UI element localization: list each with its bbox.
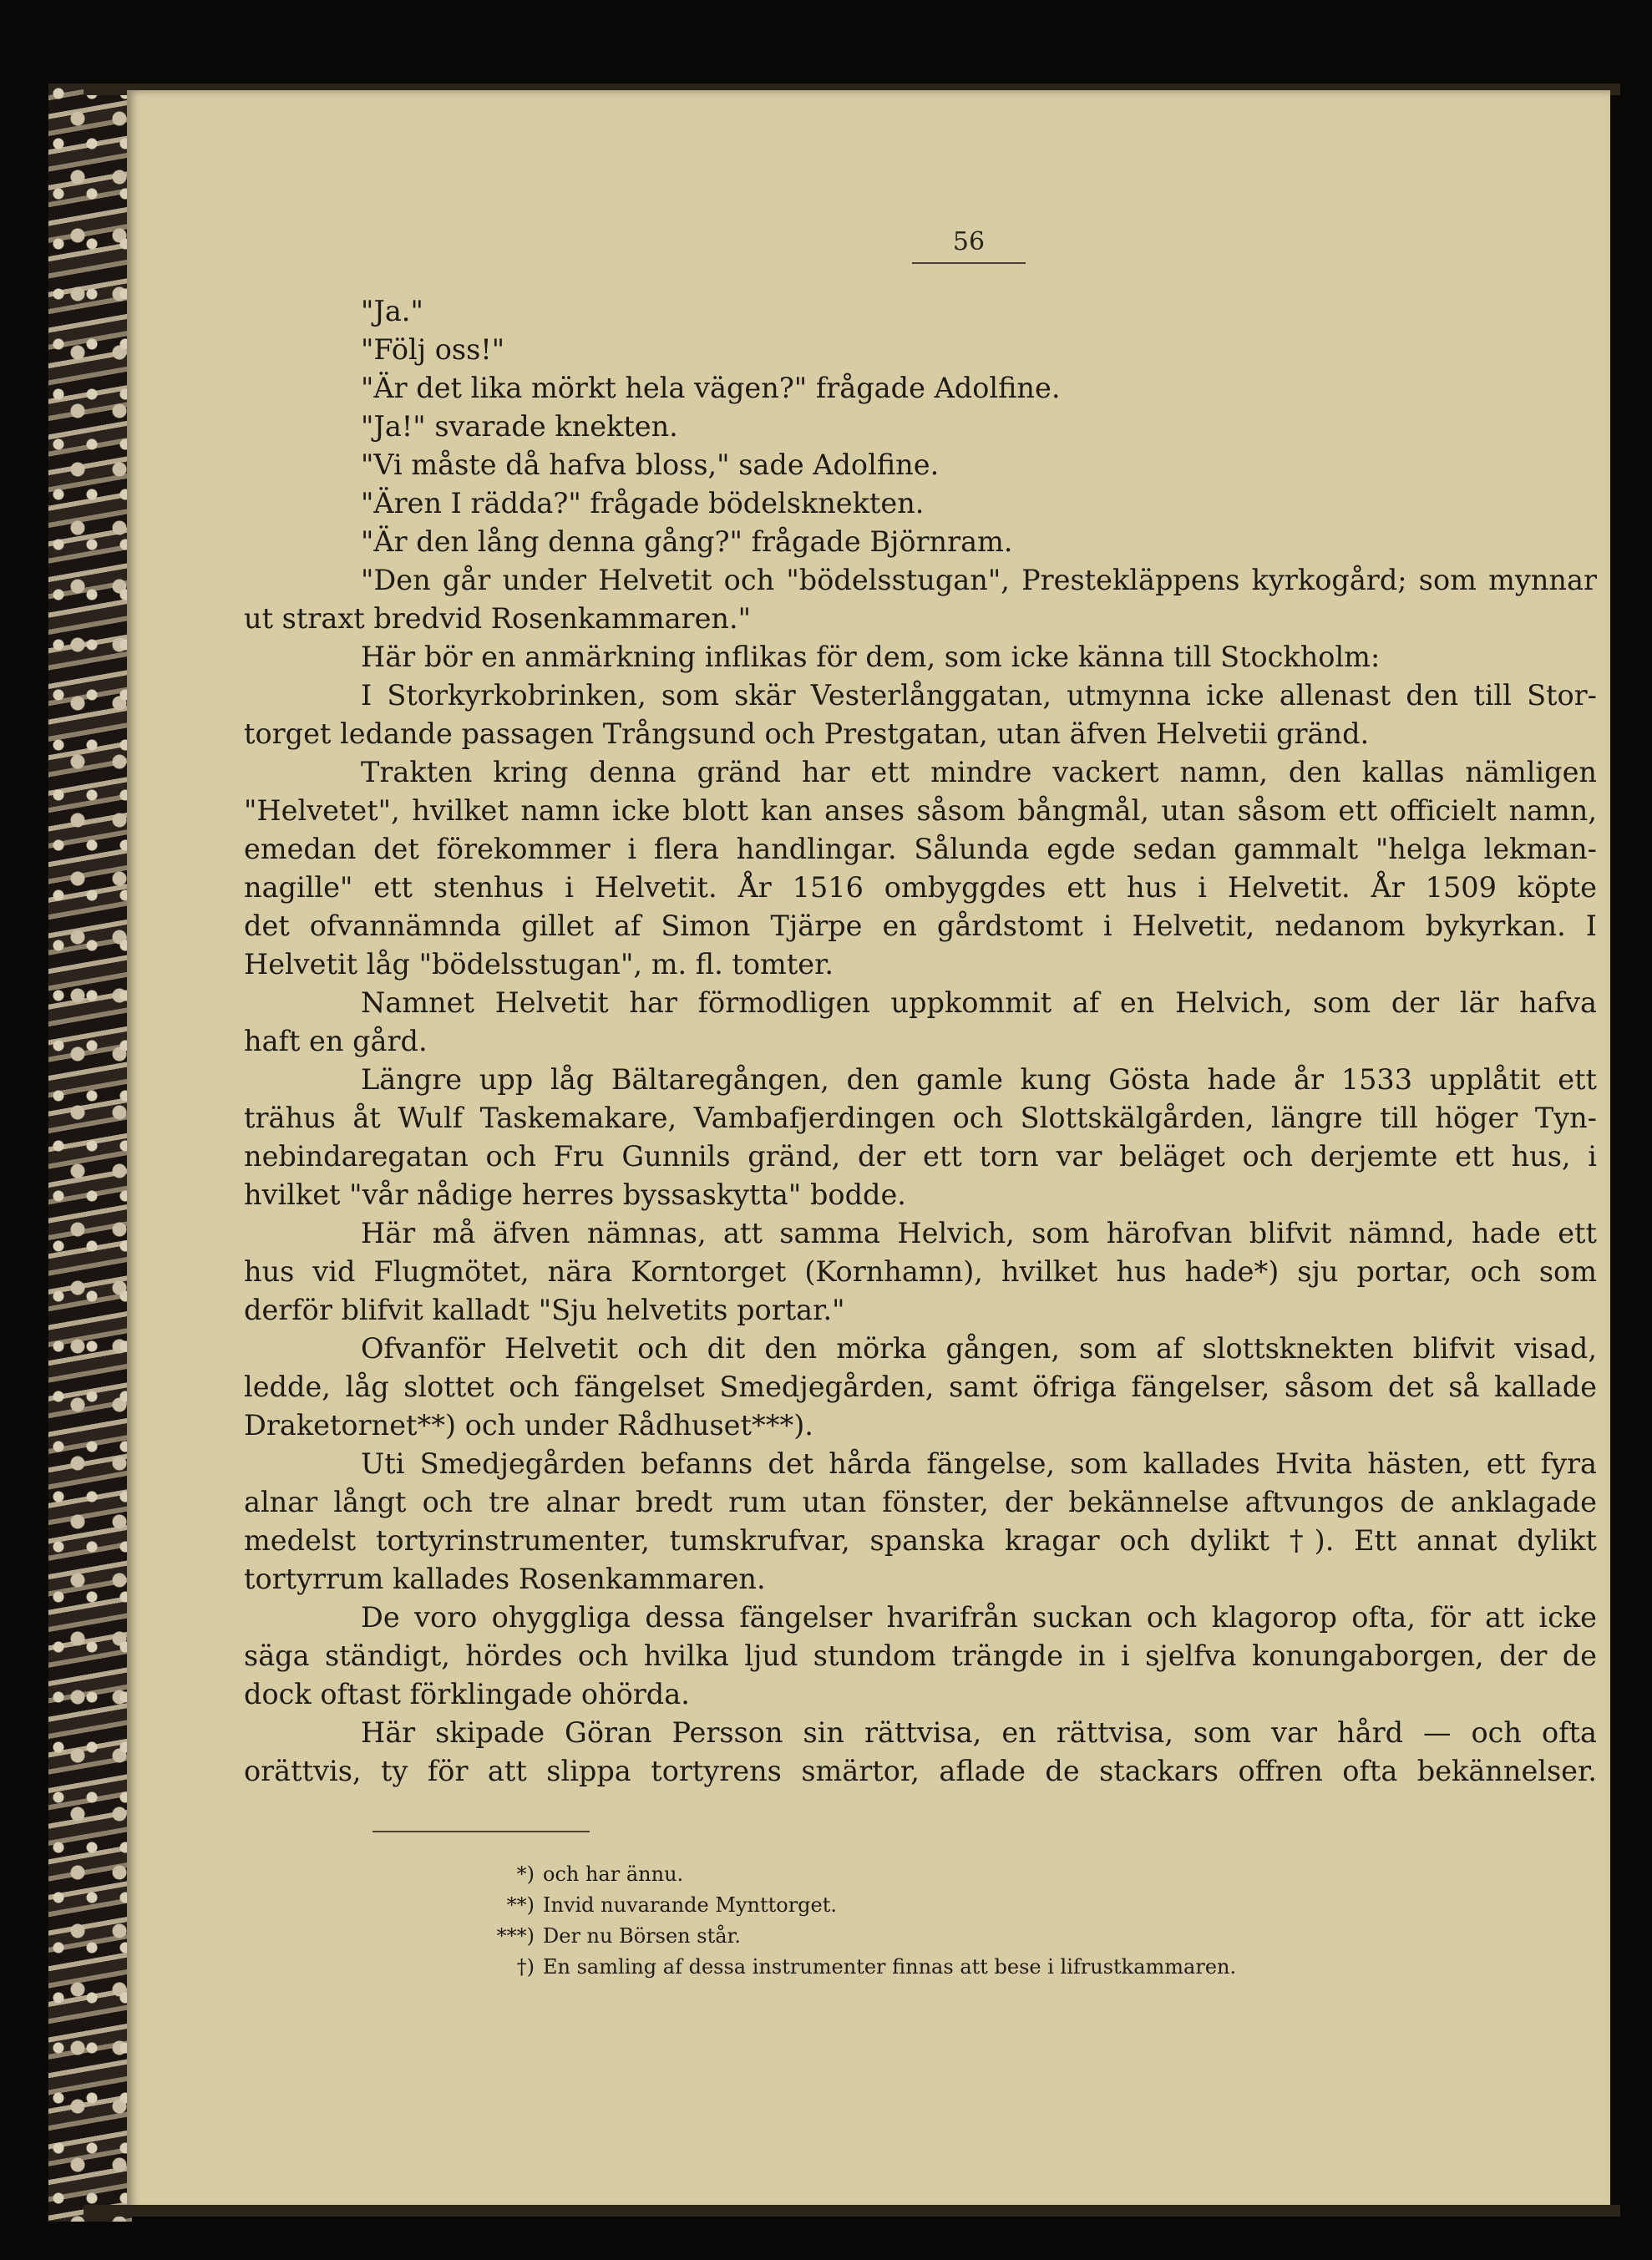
footnote	[468, 1952, 1386, 1983]
footnote-mark: ***)	[496, 1924, 535, 1948]
book-binding-edge	[48, 84, 132, 2222]
text-line: "Den går under Helvetit och "bödelsstugan", Prestekläppens kyrkogård; som mynnar	[361, 564, 1597, 596]
text-line: De voro ohyggliga dessa fängelser hvarifrån suckan och klagorop ofta, för att icke	[361, 1601, 1597, 1634]
page-bottom-edge	[84, 2205, 1620, 2217]
text-line: säga ständigt, hördes och hvilka ljud stundom trängde in i sjelfva konungaborgen, der de	[244, 1639, 1597, 1672]
text-line: "Vi måste då hafva bloss," sade Adolfine.	[361, 448, 940, 481]
footnote-mark: †)	[516, 1955, 535, 1979]
page-number: 56	[952, 227, 986, 256]
text-line: Helvetit låg "bödelsstugan", m. fl. tomter.	[244, 948, 834, 981]
text-line: hvilket "vår nådige herres byssaskytta" bodde.	[244, 1178, 906, 1211]
text-line: Längre upp låg Bältaregången, den gamle kung Gösta hade år 1533 upplåtit ett	[361, 1063, 1597, 1096]
body-text	[244, 292, 1597, 1791]
footnotes	[468, 1859, 1386, 1983]
text-line: dock oftast förklingade ohörda.	[244, 1678, 690, 1710]
text-line: Här skipade Göran Persson sin rättvisa, en rättvisa, som var hård — och ofta	[361, 1716, 1597, 1749]
text-line: ut straxt bredvid Rosenkammaren."	[244, 602, 752, 635]
text-line: Draketornet**) och under Rådhuset***).	[244, 1409, 813, 1442]
footnote-text: och har ännu.	[543, 1862, 684, 1886]
text-line: tortyrrum kallades Rosenkammaren.	[244, 1563, 766, 1595]
footnote-mark: **)	[506, 1893, 535, 1917]
footnote	[468, 1921, 1386, 1952]
text-line: derför blifvit kalladt "Sju helvetits portar."	[244, 1294, 845, 1326]
text-line: nagille" ett stenhus i Helvetit. År 1516 ombyggdes ett hus i Helvetit. År 1509 köpte	[244, 871, 1597, 904]
text-line: medelst tortyrinstrumenter, tumskrufvar, spanska kragar och dylikt †). Ett annat dylikt	[244, 1524, 1597, 1557]
text-line: Här må äfven nämnas, att samma Helvich, som härofvan blifvit nämnd, hade ett	[361, 1217, 1597, 1249]
text-line: ledde, låg slottet och fängelset Smedjegården, samt öfriga fängelser, såsom det så kallade	[244, 1371, 1597, 1403]
footnote-mark: *)	[516, 1862, 535, 1886]
text-line: Trakten kring denna gränd har ett mindre vackert namn, den kallas nämligen	[361, 756, 1597, 788]
text-line: Namnet Helvetit har förmodligen uppkommit af en Helvich, som der lär hafva	[361, 986, 1597, 1019]
footnote	[468, 1859, 1386, 1890]
page-number-rule	[912, 262, 1026, 264]
footnote	[468, 1890, 1386, 1921]
text-line: "Ja."	[361, 295, 423, 327]
text-line: alnar långt och tre alnar bredt rum utan fönster, der bekännelse aftvungos de anklagade	[244, 1486, 1597, 1518]
text-line: Här bör en anmärkning inflikas för dem, som icke känna till Stockholm:	[361, 641, 1381, 673]
text-line: Ofvanför Helvetit och dit den mörka gången, som af slottsknekten blifvit visad,	[361, 1332, 1597, 1365]
text-line: torget ledande passagen Trångsund och Prestgatan, utan äfven Helvetii gränd.	[244, 717, 1370, 750]
text-line: emedan det förekommer i flera handlingar. Sålunda egde sedan gammalt "helga lekman-	[244, 833, 1597, 865]
text-line: Uti Smedjegården befanns det hårda fängelse, som kallades Hvita hästen, ett fyra	[361, 1447, 1597, 1480]
text-line: det ofvannämnda gillet af Simon Tjärpe en gårdstomt i Helvetit, nedanom bykyrkan. I	[244, 910, 1597, 942]
text-line: haft en gård.	[244, 1025, 428, 1057]
text-line: "Ären I rädda?" frågade bödelsknekten.	[361, 487, 925, 519]
text-line: "Följ oss!"	[361, 333, 505, 366]
text-line: hus vid Flugmötet, nära Korntorget (Kornhamn), hvilket hus hade*) sju portar, och som	[244, 1255, 1597, 1288]
text-line: "Är den lång denna gång?" frågade Björnram.	[361, 525, 1013, 558]
text-line: "Helvetet", hvilket namn icke blott kan anses såsom bångmål, utan såsom ett officielt namn,	[244, 794, 1597, 827]
text-line: nebindaregatan och Fru Gunnils gränd, der ett torn var beläget och derjemte ett hus, i	[244, 1140, 1597, 1173]
footnote-text: En samling af dessa instrumenter finnas att bese i lifrustkammaren.	[543, 1955, 1237, 1979]
text-line: I Storkyrkobrinken, som skär Vesterlånggatan, utmynna icke allenast den till Stor-	[361, 679, 1597, 712]
footnote-text: Invid nuvarande Mynttorget.	[543, 1893, 838, 1917]
text-line: trähus åt Wulf Taskemakare, Vambafjerdingen och Slottskälgården, längre till höger Tyn-	[244, 1102, 1597, 1134]
footnote-rule	[372, 1831, 590, 1832]
text-line: orättvis, ty för att slippa tortyrens smärtor, aflade de stackars offren ofta bekännelser.	[244, 1755, 1597, 1787]
text-line: "Är det lika mörkt hela vägen?" frågade Adolfine.	[361, 372, 1061, 404]
footnote-text: Der nu Börsen står.	[543, 1924, 741, 1948]
text-line: "Ja!" svarade knekten.	[361, 410, 678, 443]
